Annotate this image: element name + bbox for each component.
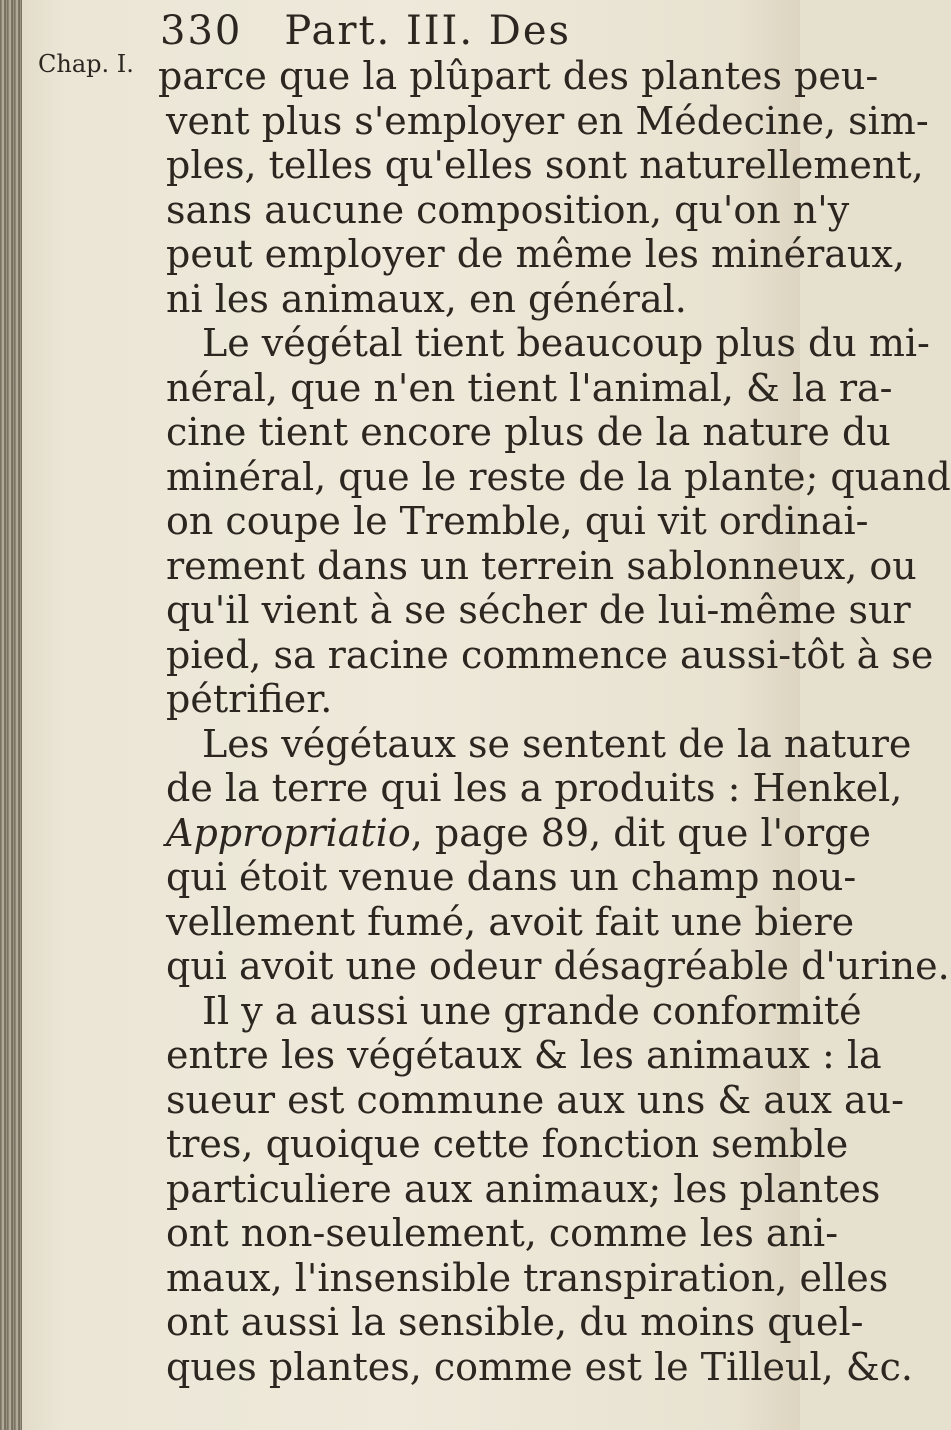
page-gutter-edge: [0, 0, 22, 1430]
text-line: Appropriatio, page 89, dit que l'orge: [166, 810, 871, 855]
body-text: [158, 54, 951, 1389]
text-line: Il y a aussi une grande conformité: [202, 988, 862, 1033]
text-line: qui avoit une odeur désagréable d'urine.: [166, 944, 950, 988]
text-line: néral, que n'en tient l'animal, & la ra-: [166, 365, 893, 410]
text-line: sueur est commune aux uns & aux au-: [166, 1077, 904, 1122]
text-line: pied, sa racine commence aussi-tôt à se: [166, 632, 934, 677]
running-title: Part. III. Des: [284, 8, 572, 54]
text-line: tres, quoique cette fonction semble: [166, 1122, 849, 1166]
text-line: cine tient encore plus de la nature du: [166, 410, 891, 454]
text-line: ont aussi la sensible, du moins quel-: [166, 1300, 864, 1344]
text-line: ques plantes, comme est le Tilleul, &c.: [166, 1344, 914, 1389]
text-line: ni les animaux, en général.: [166, 276, 687, 321]
text-line: ples, telles qu'elles sont naturellement,: [166, 143, 924, 187]
text-line: rement dans un terrein sablonneux, ou: [166, 543, 917, 588]
text-line: peut employer de même les minéraux,: [166, 232, 905, 276]
text-line: Le végétal tient beaucoup plus du mi-: [202, 321, 930, 365]
text-line: maux, l'insensible transpiration, elles: [166, 1255, 889, 1300]
text-line: qui étoit venue dans un champ nou-: [166, 855, 857, 899]
margin-chapter-note: Chap. I.: [38, 50, 134, 78]
text-line: particuliere aux animaux; les plantes: [166, 1166, 881, 1211]
text-line: sans aucune composition, qu'on n'y: [166, 187, 850, 232]
text-line: pétrifier.: [166, 677, 333, 721]
running-head: [160, 8, 760, 58]
text-line: qu'il vient à se sécher de lui-même sur: [166, 588, 911, 632]
text-line: Les végétaux se sentent de la nature: [202, 721, 912, 766]
text-line: ont non-seulement, comme les ani-: [166, 1211, 839, 1255]
text-line: minéral, que le reste de la plante; quand: [166, 454, 951, 499]
text-line: vellement fumé, avoit fait une biere: [166, 899, 855, 944]
text-line: parce que la plûpart des plantes peu-: [158, 54, 879, 98]
page-number: 330: [160, 8, 243, 54]
text-line: de la terre qui les a produits : Henkel,: [166, 766, 903, 810]
text-line: on coupe le Tremble, qui vit ordinai-: [166, 499, 869, 543]
text-line: vent plus s'employer en Médecine, sim-: [166, 98, 929, 143]
text-line: entre les végétaux & les animaux : la: [166, 1033, 882, 1077]
